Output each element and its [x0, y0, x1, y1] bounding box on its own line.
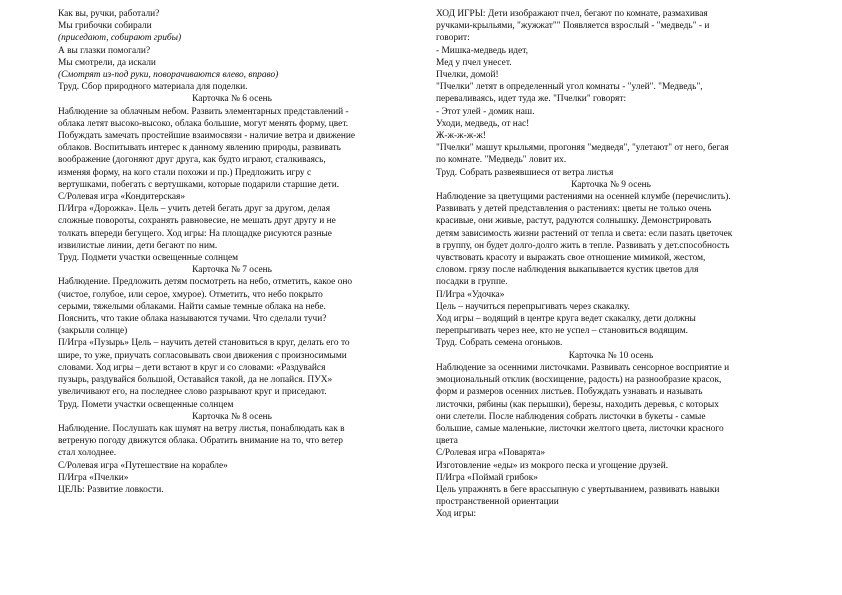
text-line: цвета — [436, 436, 458, 447]
text-line: перепрыгивать через нее, кто не успел – становиться водящим. — [436, 326, 689, 337]
text-line: "Пчелки" летят в определенный угол комнаты - "улей". "Медведь", — [436, 82, 703, 93]
text-line: - Этот улей - домик наш. — [436, 106, 535, 117]
text-line: Уходи, медведь, от нас! — [436, 118, 530, 129]
text-line: Наблюдение за облачным небом. Развить элементарных представлений - — [58, 106, 349, 117]
text-line: Побуждать замечать простейшие взаимосвязи - наличие ветра и движение — [58, 131, 356, 142]
text-line: словами. Ход игры – дети встают в круг и со словами: «Раздувайся — [58, 362, 326, 373]
text-line: Мы смотрели, да искали — [58, 57, 156, 68]
text-line: ветреную погоду движутся облака. Обратить внимание на то, что ветер — [58, 436, 343, 447]
text-line: Как вы, ручки, работали? — [58, 9, 160, 19]
text-line: в группу, он будет долго-долго жить в тепле. Развивать у дет.способность — [436, 240, 730, 251]
text-line: словом. грязу после наблюдения выкапывается кустик цветов для — [436, 265, 699, 276]
text-line: Наблюдение. Послушать как шумят на ветру листья, понаблюдать как в — [58, 423, 345, 434]
card-heading: Карточка № 8 осень — [192, 411, 272, 422]
text-line: пузырь, раздувайся большой, Оставайся такой, да не лопайся. ПУХ» — [58, 375, 333, 386]
text-line: листочки, рябины (как перышки), березы, находить деревья, с которых — [436, 399, 719, 410]
text-line: шире, то уже, приучать согласовывать свои движения с произносимыми — [58, 350, 347, 361]
text-line: серыми, тяжелыми облаками. Найти самые темные облака на небе. — [58, 301, 326, 312]
text-line: извилистые линии, дети бегают по ним. — [58, 240, 218, 251]
text-line: П/Игра «Пузырь» Цель – научить детей становиться в круг, делать его то — [58, 338, 350, 349]
text-line: Наблюдение. Предложить детям посмотреть на небо, отметить, какое оно — [58, 277, 353, 288]
text-line: переваливаясь, идет туда же. "Пчелки" говорят: — [436, 94, 627, 105]
left-column — [58, 8, 406, 496]
text-line: Цель – научиться перепрыгивать через скакалку. — [436, 301, 630, 312]
card-heading: Карточка № 6 осень — [192, 94, 272, 105]
text-line: Цель упражнять в беге врассыпную с увертыванием, развивать навыки — [436, 484, 720, 495]
text-line: большие, самые маленькие, листочки желтого цвета, листочки красного — [436, 423, 724, 434]
text-line: изменяя форму, на кого стали похожи и пр.) Предложить игру с — [58, 167, 312, 178]
text-line: С/Ролевая игра «Кондитерская» — [58, 192, 186, 203]
text-line: "Пчелки" машут крыльями, прогоняя "медведя", "улетают" от него, бегая — [436, 143, 729, 154]
text-line: Развивать у детей представления о растениях: цветы не только очень — [436, 204, 712, 215]
text-line: Ход игры: — [436, 509, 477, 520]
text-line: П/Игра «Пчелки» — [58, 472, 129, 483]
text-line: по комнате. "Медведь" ловит их. — [436, 155, 567, 166]
card-heading: Карточка № 10 осень — [568, 350, 654, 361]
text-line: Труд. Собрать семена огоньков. — [436, 338, 563, 349]
text-line: Наблюдение за осенними листочками. Развивать сенсорное восприятие и — [436, 362, 730, 373]
text-line: воображение (догоняют друг друга, как будто играют, сталкиваясь, — [58, 155, 326, 166]
text-line: ЦЕЛЬ: Развитие ловкости. — [58, 484, 164, 495]
text-line: Труд. Собрать развеявшиеся от ветра листья — [436, 167, 614, 178]
text-line: Ход игры – водящий в центре круга ведет скакалку, дети должны — [436, 314, 696, 325]
text-line: Ж-ж-ж-ж-ж! — [436, 131, 486, 142]
text-line: П/Игра «Удочка» — [436, 289, 505, 300]
text-line: вертушками, побегать с вертушками, которые подарили старшие дети. — [58, 179, 340, 190]
text-line: С/Ролевая игра «Поварята» — [436, 448, 546, 459]
text-line: Труд. Подмети участки освещенные солнцем — [58, 253, 239, 264]
text-line: (Смотрят из-под руки, поворачиваются влево, вправо) — [58, 70, 279, 81]
text-line: А вы глазки помогали? — [58, 45, 151, 56]
text-line: пространственной ориентации — [436, 497, 559, 508]
text-line: Пчелки, домой! — [436, 70, 499, 81]
text-line: Пояснить, что такие облака называются тучами. Что сделали тучи? — [58, 314, 327, 325]
text-line: (чистое, голубое, или серое, хмурое). Отметить, что небо покрыто — [58, 289, 323, 300]
text-line: П/Игра «Дорожка». Цель – учить детей бегать друг за другом, делая — [58, 204, 331, 215]
text-line: детям зависимость жизни растений от тепла и света: если пазать цветочек — [436, 228, 733, 239]
text-line: Труд. Сбор природного материала для поделки. — [58, 82, 248, 93]
text-line: ХОД ИГРЫ: Дети изображают пчел, бегают по комнате, размахивая — [436, 9, 708, 19]
text-line: Изготовление «еды» из мокрого песка и угощение друзей. — [436, 460, 669, 471]
text-line: П/Игра «Поймай грибок» — [436, 472, 538, 483]
text-line: посадки в группе. — [436, 277, 508, 288]
text-line: С/Ролевая игра «Путешествие на корабле» — [58, 460, 228, 471]
text-line: форм и размеров осенних листьев. Побуждать узнавать и называть — [436, 387, 703, 398]
text-line: Труд. Помети участки освещенные солнцем — [58, 399, 234, 410]
card-heading: Карточка № 7 осень — [192, 265, 272, 276]
text-line: - Мишка-медведь идет, — [436, 45, 528, 56]
text-line: сложные повороты, сохранять равновесие, не мешать друг другу и не — [58, 216, 336, 227]
text-line: Мед у пчел унесет. — [436, 57, 512, 68]
text-line: красивые, они живые, растут, радуются солнышку. Демонстрировать — [436, 216, 712, 227]
text-line: увеличивают его, на последнее слово разрывают круг и приседают. — [58, 387, 327, 398]
text-line: они слетели. После наблюдения собрать листочки в букеты - самые — [436, 411, 706, 422]
right-column — [436, 8, 786, 521]
text-line: чувствовать красоту и выражать свое отношение мимикой, жестом, — [436, 253, 706, 264]
card-heading: Карточка № 9 осень — [571, 179, 651, 190]
text-line: облаков. Воспитывать интерес к данному явлению природы, развивать — [58, 143, 341, 154]
text-line: эмоциональный отклик (восхищение, радость) на разнообразие красок, — [436, 375, 722, 386]
text-line: (закрыли солнце) — [58, 326, 128, 337]
text-line: Мы грибочки собирали — [58, 21, 152, 32]
text-line: стал холоднее. — [58, 448, 117, 459]
text-line: Наблюдение за цветущими растениями на осенней клумбе (перечислить). — [436, 192, 731, 203]
text-line: (приседают, собирают грибы) — [58, 33, 182, 44]
text-line: говорит: — [436, 33, 470, 44]
text-line: облака летят высоко-высоко, облака большие, могут менять форму, цвет. — [58, 118, 349, 129]
text-line: ручками-крыльями, "жужжат"" Появляется взрослый - "медведь" - и — [436, 21, 710, 32]
text-line: толкать впереди бегущего. Ход игры: На площадке рисуются разные — [58, 228, 332, 239]
